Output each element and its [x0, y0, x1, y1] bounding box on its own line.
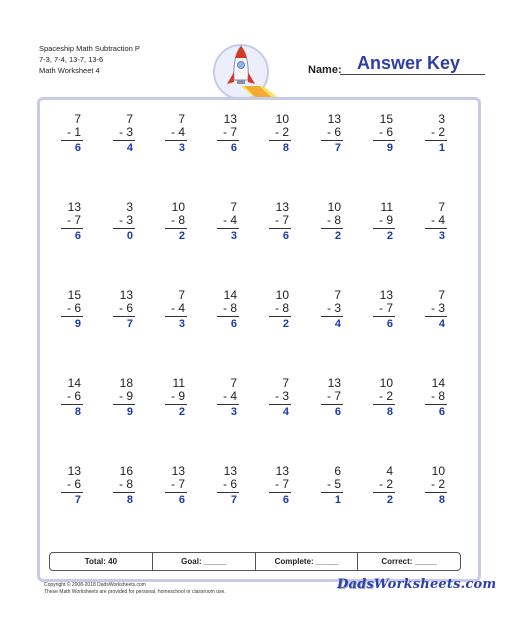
subtrahend: - 8 — [222, 301, 237, 315]
minuend: 13 — [379, 288, 393, 302]
answer-rule — [113, 404, 135, 405]
answer-rule — [321, 404, 343, 405]
subtrahend: - 6 — [326, 125, 341, 139]
answer-rule — [61, 404, 83, 405]
answer: 8 — [126, 494, 133, 506]
minuend: 7 — [334, 288, 341, 302]
answer-rule — [425, 140, 447, 141]
answer: 6 — [74, 142, 81, 154]
problem — [357, 465, 409, 515]
problem — [149, 377, 201, 427]
minuend: 14 — [431, 376, 445, 390]
score-bar — [49, 552, 461, 571]
answer-rule — [113, 492, 135, 493]
problem — [45, 201, 97, 251]
problem — [45, 377, 97, 427]
answer: 6 — [334, 406, 341, 418]
minuend: 7 — [438, 200, 445, 214]
answer-rule — [269, 140, 291, 141]
minuend: 7 — [178, 288, 185, 302]
subtrahend: - 7 — [326, 389, 341, 403]
subtrahend: - 2 — [430, 477, 445, 491]
answer-key-label: Answer Key — [357, 53, 461, 73]
answer-rule — [165, 316, 187, 317]
minuend: 13 — [67, 200, 81, 214]
copyright-line: Copyright © 2008-2018 DadsWorksheets.com — [44, 582, 146, 588]
answer-rule — [165, 140, 187, 141]
minuend: 11 — [380, 200, 393, 214]
minuend: 18 — [119, 376, 133, 390]
minuend: 13 — [327, 376, 341, 390]
answer-rule — [217, 404, 239, 405]
answer-rule — [373, 404, 395, 405]
answer: 1 — [334, 494, 341, 506]
answer-rule — [321, 316, 343, 317]
minuend: 15 — [67, 288, 81, 302]
answer: 3 — [178, 142, 185, 154]
problem — [97, 465, 149, 515]
subtrahend: - 2 — [430, 125, 445, 139]
answer: 9 — [386, 142, 393, 154]
problem — [409, 377, 461, 427]
problem — [201, 201, 253, 251]
subtrahend: - 2 — [274, 125, 289, 139]
answer: 7 — [126, 318, 133, 330]
problem — [201, 289, 253, 339]
subtrahend: - 4 — [222, 213, 237, 227]
problem — [45, 113, 97, 163]
answer: 8 — [386, 406, 393, 418]
problem — [97, 289, 149, 339]
answer: 8 — [74, 406, 81, 418]
subtrahend: - 3 — [118, 213, 133, 227]
subtrahend: - 8 — [118, 477, 133, 491]
subtrahend: - 7 — [66, 213, 81, 227]
subtrahend: - 5 — [326, 477, 341, 491]
minuend: 14 — [223, 288, 237, 302]
problem — [305, 377, 357, 427]
subtrahend: - 7 — [170, 477, 185, 491]
logo-rest: Worksheets.com — [373, 577, 497, 592]
answer-rule — [269, 228, 291, 229]
subtrahend: - 6 — [66, 301, 81, 315]
answer: 6 — [178, 494, 185, 506]
subtrahend: - 6 — [378, 125, 393, 139]
problem — [201, 465, 253, 515]
problem — [149, 289, 201, 339]
problem — [357, 113, 409, 163]
answer: 4 — [282, 406, 289, 418]
subtrahend: - 2 — [378, 389, 393, 403]
answer: 8 — [282, 142, 289, 154]
minuend: 13 — [275, 200, 289, 214]
answer: 6 — [438, 406, 445, 418]
minuend: 13 — [119, 288, 133, 302]
subtrahend: - 7 — [274, 213, 289, 227]
minuend: 10 — [379, 376, 393, 390]
subtrahend: - 8 — [430, 389, 445, 403]
answer: 3 — [438, 230, 445, 242]
answer-rule — [373, 316, 395, 317]
minuend: 7 — [282, 376, 289, 390]
subtrahend: - 7 — [222, 125, 237, 139]
answer: 6 — [282, 230, 289, 242]
minuend: 13 — [327, 112, 341, 126]
problem — [149, 113, 201, 163]
subtrahend: - 9 — [170, 389, 185, 403]
answer-rule — [373, 492, 395, 493]
correct-cell[interactable]: Correct: _____ — [381, 557, 437, 566]
subtrahend: - 7 — [274, 477, 289, 491]
subtrahend: - 6 — [66, 389, 81, 403]
answer: 4 — [438, 318, 445, 330]
answer-rule — [269, 404, 291, 405]
problem — [305, 201, 357, 251]
answer: 4 — [126, 142, 133, 154]
minuend: 10 — [431, 464, 445, 478]
subtrahend: - 4 — [222, 389, 237, 403]
minuend: 10 — [275, 288, 289, 302]
answer: 0 — [126, 230, 133, 242]
minuend: 13 — [171, 464, 185, 478]
answer: 2 — [178, 230, 185, 242]
site-logo — [337, 577, 496, 592]
problem — [253, 465, 305, 515]
minuend: 7 — [438, 288, 445, 302]
answer: 2 — [386, 494, 393, 506]
answer-rule — [269, 316, 291, 317]
answer-rule — [373, 140, 395, 141]
problem — [253, 289, 305, 339]
problem — [253, 377, 305, 427]
answer-rule — [425, 404, 447, 405]
problem — [201, 377, 253, 427]
minuend: 7 — [230, 376, 237, 390]
answer-rule — [217, 140, 239, 141]
copyright-block — [44, 582, 226, 596]
complete-cell[interactable]: Complete: _____ — [256, 553, 359, 570]
answer-rule — [425, 228, 447, 229]
worksheet-title-block — [39, 43, 140, 76]
logo-dads: Dads — [337, 577, 374, 592]
goal-cell[interactable]: Goal: _____ — [153, 553, 256, 570]
minuend: 16 — [119, 464, 133, 478]
problem — [97, 377, 149, 427]
problem — [409, 201, 461, 251]
minuend: 4 — [386, 464, 393, 478]
problem — [149, 201, 201, 251]
problem — [97, 201, 149, 251]
answer: 3 — [230, 406, 237, 418]
subtrahend: - 3 — [430, 301, 445, 315]
problem — [409, 465, 461, 515]
minuend: 3 — [438, 112, 445, 126]
answer-rule — [61, 228, 83, 229]
subtrahend: - 1 — [66, 125, 81, 139]
problem — [357, 201, 409, 251]
subtrahend: - 3 — [274, 389, 289, 403]
answer: 2 — [178, 406, 185, 418]
minuend: 13 — [275, 464, 289, 478]
subtrahend: - 6 — [66, 477, 81, 491]
answer: 9 — [126, 406, 133, 418]
answer-rule — [165, 228, 187, 229]
minuend: 7 — [126, 112, 133, 126]
answer: 2 — [282, 318, 289, 330]
problem — [357, 377, 409, 427]
answer: 7 — [74, 494, 81, 506]
answer-rule — [321, 228, 343, 229]
minuend: 14 — [67, 376, 81, 390]
minuend: 13 — [67, 464, 81, 478]
subtrahend: - 3 — [326, 301, 341, 315]
subtrahend: - 7 — [378, 301, 393, 315]
problem — [409, 289, 461, 339]
answer: 2 — [386, 230, 393, 242]
minuend: 7 — [178, 112, 185, 126]
problem — [305, 113, 357, 163]
usage-line: These Math Worksheets are provided for personal, homeschool or classroom use. — [44, 589, 226, 595]
minuend: 10 — [275, 112, 289, 126]
minuend: 3 — [126, 200, 133, 214]
answer: 7 — [334, 142, 341, 154]
subtrahend: - 2 — [378, 477, 393, 491]
answer: 9 — [74, 318, 81, 330]
answer-rule — [373, 228, 395, 229]
subtrahend: - 6 — [118, 301, 133, 315]
answer: 8 — [438, 494, 445, 506]
problem — [253, 113, 305, 163]
answer-rule — [61, 316, 83, 317]
problem — [253, 201, 305, 251]
worksheet-title: Spaceship Math Subtraction P — [39, 44, 140, 53]
answer: 6 — [74, 230, 81, 242]
minuend: 15 — [379, 112, 393, 126]
answer-rule — [321, 492, 343, 493]
problem — [45, 465, 97, 515]
answer-rule — [217, 228, 239, 229]
answer-rule — [113, 316, 135, 317]
answer-rule — [61, 492, 83, 493]
minuend: 6 — [334, 464, 341, 478]
problem — [305, 465, 357, 515]
subtrahend: - 8 — [274, 301, 289, 315]
minuend: 7 — [74, 112, 81, 126]
answer: 6 — [282, 494, 289, 506]
answer-rule — [165, 492, 187, 493]
worksheet-facts: 7-3, 7-4, 13-7, 13-6 — [39, 55, 104, 64]
minuend: 10 — [327, 200, 341, 214]
problem — [97, 113, 149, 163]
answer-rule — [165, 404, 187, 405]
answer: 3 — [230, 230, 237, 242]
answer: 3 — [178, 318, 185, 330]
minuend: 10 — [171, 200, 185, 214]
answer: 1 — [438, 142, 445, 154]
problem — [149, 465, 201, 515]
subtrahend: - 3 — [118, 125, 133, 139]
problem — [201, 113, 253, 163]
answer: 6 — [386, 318, 393, 330]
total-cell: Total: 40 — [50, 553, 153, 570]
answer: 6 — [230, 318, 237, 330]
answer-rule — [113, 140, 135, 141]
subtrahend: - 4 — [170, 125, 185, 139]
subtrahend: - 4 — [430, 213, 445, 227]
subtrahend: - 8 — [170, 213, 185, 227]
answer-rule — [217, 492, 239, 493]
problem — [409, 113, 461, 163]
name-label: Name: — [308, 64, 342, 76]
subtrahend: - 4 — [170, 301, 185, 315]
minuend: 11 — [172, 376, 185, 390]
subtrahend: - 9 — [118, 389, 133, 403]
answer-rule — [269, 492, 291, 493]
answer-rule — [425, 492, 447, 493]
problem — [357, 289, 409, 339]
minuend: 13 — [223, 464, 237, 478]
problem — [45, 289, 97, 339]
subtrahend: - 6 — [222, 477, 237, 491]
name-field-line[interactable] — [340, 74, 485, 75]
answer: 2 — [334, 230, 341, 242]
problem — [305, 289, 357, 339]
minuend: 7 — [230, 200, 237, 214]
worksheet-number: Math Worksheet 4 — [39, 66, 100, 75]
problems-grid — [45, 113, 465, 513]
answer-rule — [425, 316, 447, 317]
answer: 6 — [230, 142, 237, 154]
answer-rule — [113, 228, 135, 229]
answer-rule — [217, 316, 239, 317]
subtrahend: - 9 — [378, 213, 393, 227]
answer: 7 — [230, 494, 237, 506]
subtrahend: - 8 — [326, 213, 341, 227]
answer: 4 — [334, 318, 341, 330]
minuend: 13 — [223, 112, 237, 126]
answer-rule — [321, 140, 343, 141]
answer-rule — [61, 140, 83, 141]
